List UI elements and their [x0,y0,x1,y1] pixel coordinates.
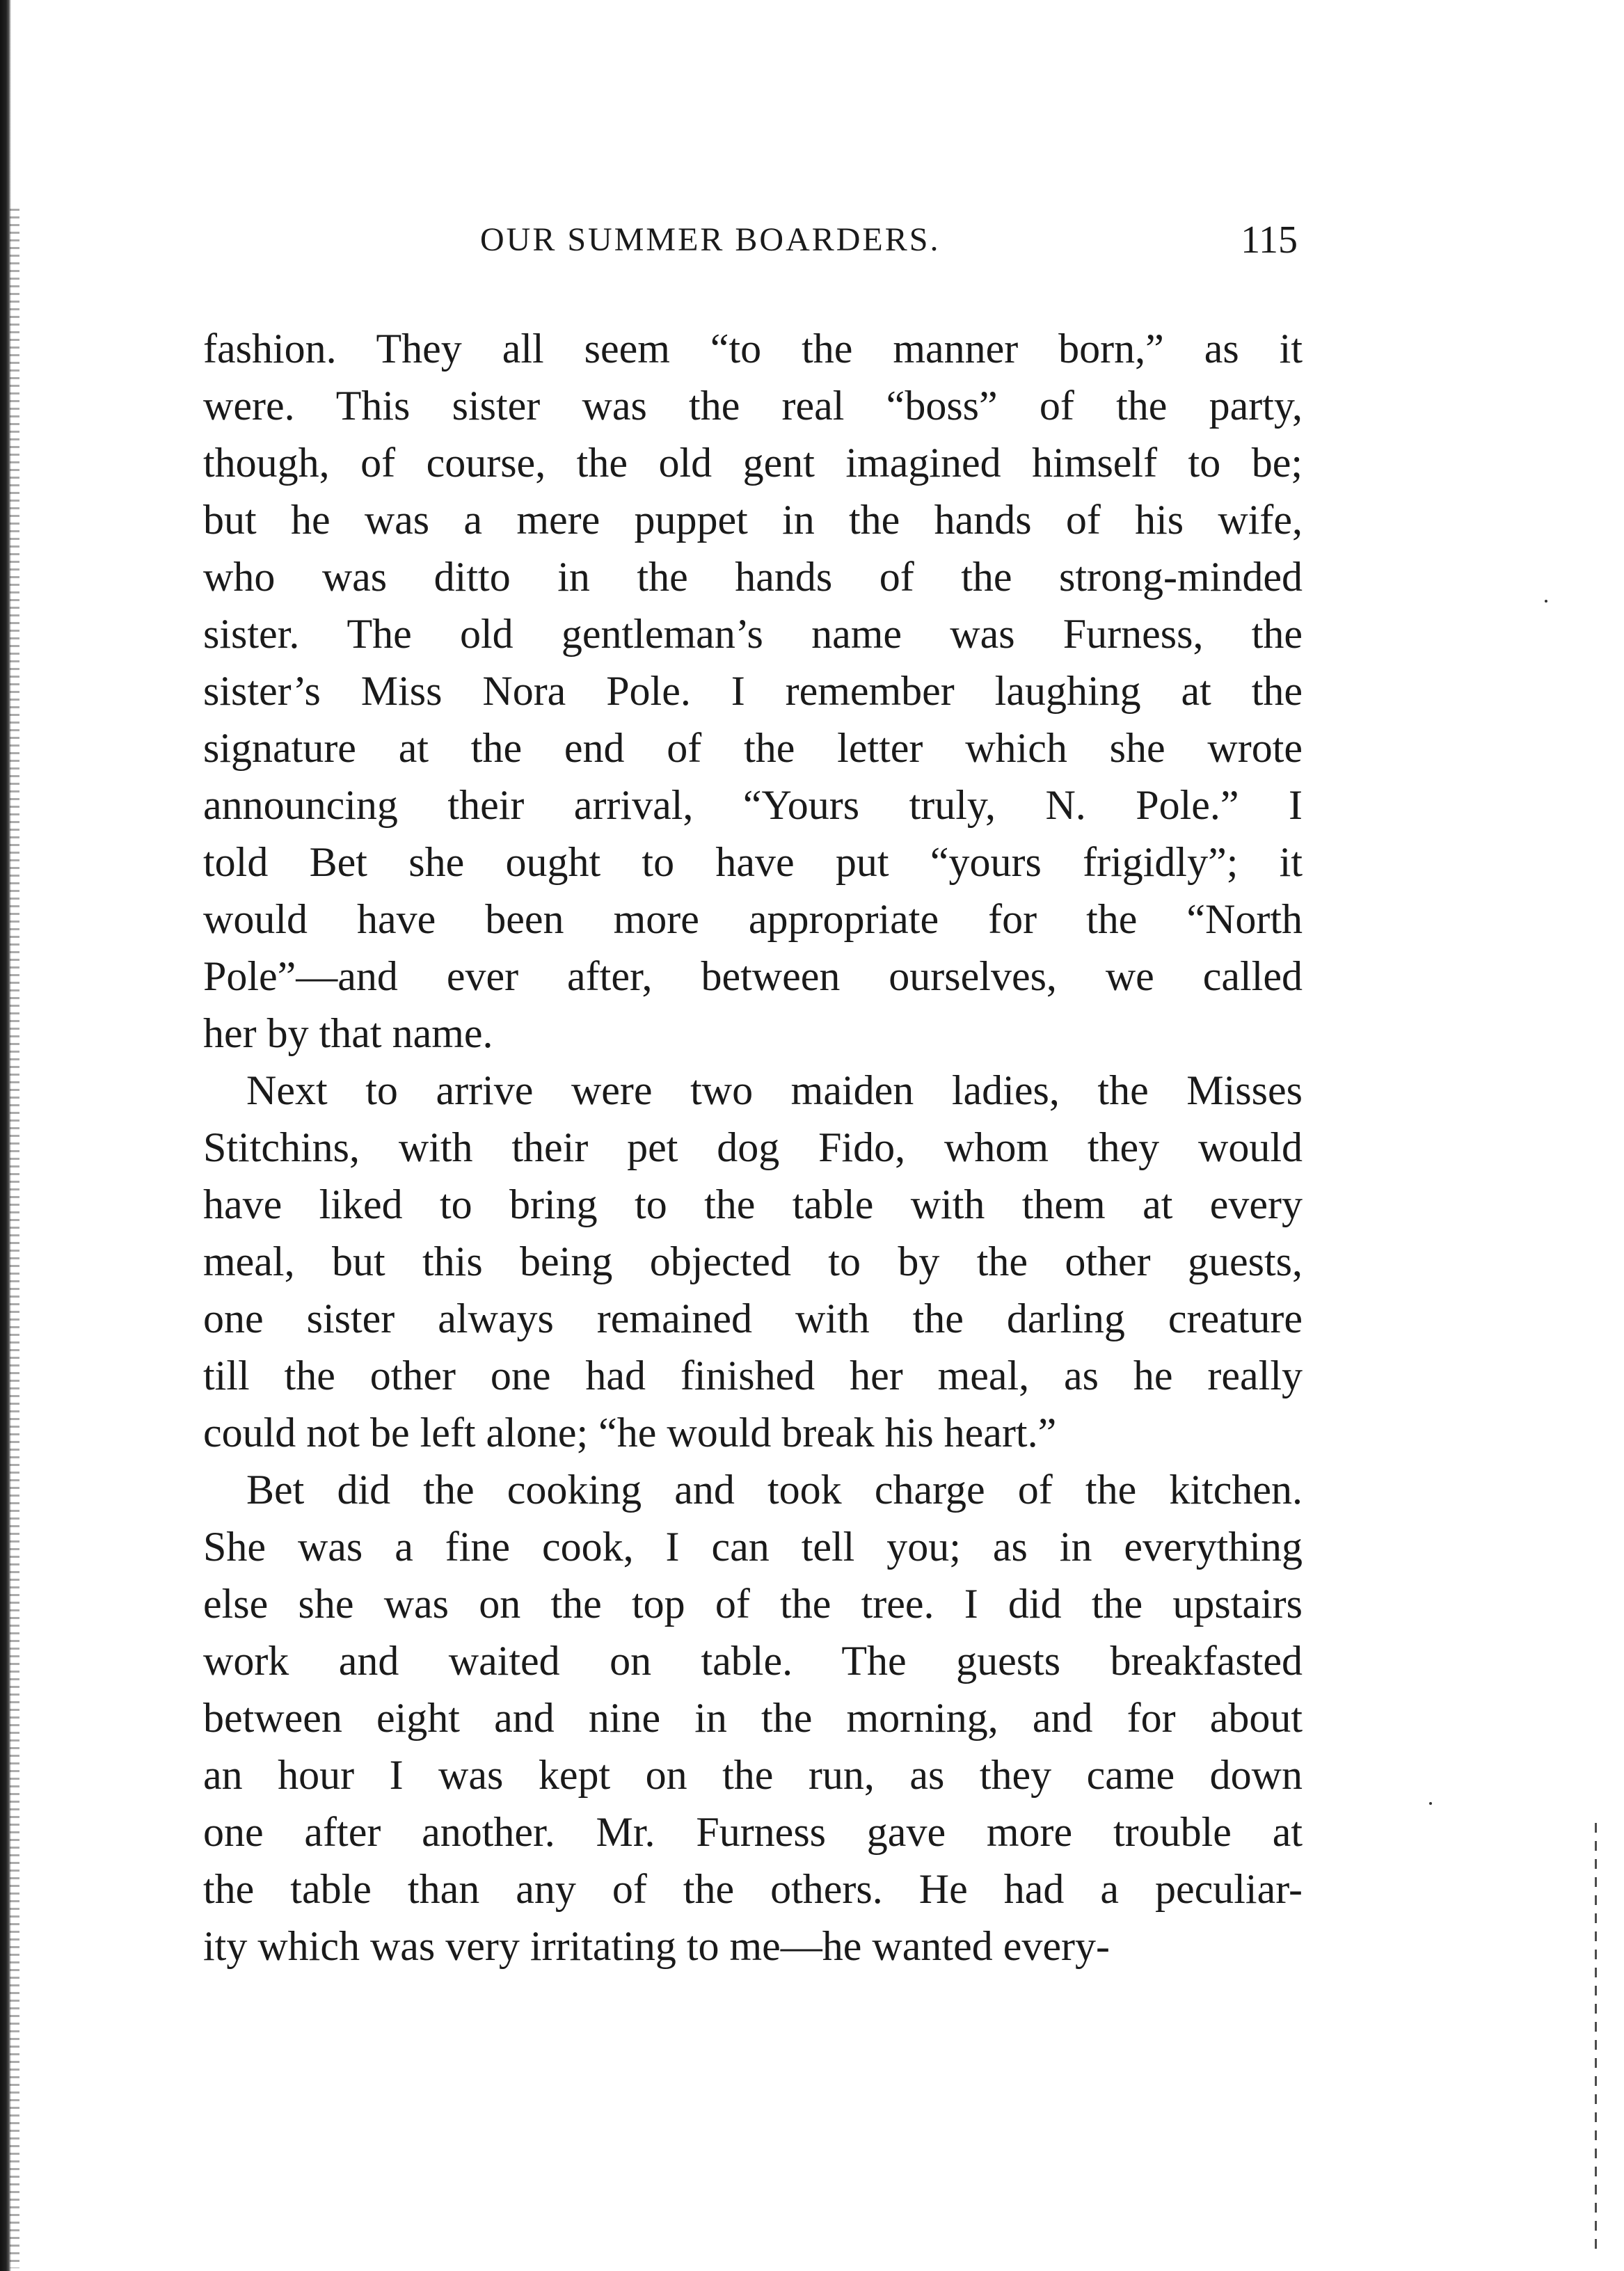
text-line: between eight and nine in the morning, and for about [203,1695,1303,1741]
text-line: fashion. They all seem “to the manner born,” as it [203,326,1303,372]
text-line: work and waited on table. The guests breakfasted [203,1638,1303,1684]
text-line: who was ditto in the hands of the strong-minded [203,554,1303,600]
scan-dust-speck [1429,1802,1432,1805]
text-line: sister. The old gentleman’s name was Furness, the [203,611,1303,657]
body-text [203,320,1303,1975]
text-line: ity which was very irritating to me—he wanted every- [203,1923,1110,1969]
text-line: meal, but this being objected to by the other guests, [203,1238,1303,1284]
scan-artifact-mark [1595,1823,1597,2254]
text-line: Bet did the cooking and took charge of the kitchen. [246,1467,1303,1513]
text-line: one after another. Mr. Furness gave more trouble at [203,1809,1303,1855]
running-head [480,212,1298,268]
text-line: told Bet she ought to have put “yours frigidly”; it [203,839,1303,885]
text-line: one sister always remained with the darling creature [203,1296,1303,1341]
binding-shadow-speckle [10,209,19,2268]
text-line: signature at the end of the letter which she wrote [203,725,1303,771]
text-line: the table than any of the others. He had a peculiar- [203,1866,1303,1912]
text-line: sister’s Miss Nora Pole. I remember laughing at the [203,668,1303,714]
text-line: an hour I was kept on the run, as they came down [203,1752,1303,1798]
page-number: 115 [1241,218,1298,262]
text-line: though, of course, the old gent imagined himself to be; [203,440,1303,486]
running-title: OUR SUMMER BOARDERS. [480,221,941,258]
text-line: Stitchins, with their pet dog Fido, whom they would [203,1124,1303,1170]
paragraph-2 [203,1062,1303,1461]
text-line: could not be left alone; “he would break his heart.” [203,1410,1057,1456]
text-line: Next to arrive were two maiden ladies, the Misses [246,1067,1303,1113]
paragraph-3 [203,1461,1303,1975]
scan-dust-speck [1545,600,1547,603]
text-line: else she was on the top of the tree. I did the upstairs [203,1581,1303,1627]
text-line: announcing their arrival, “Yours truly, N. Pole.” I [203,782,1303,828]
text-line: would have been more appropriate for the “North [203,896,1303,942]
text-line: have liked to bring to the table with them at every [203,1181,1303,1227]
text-line: but he was a mere puppet in the hands of his wife, [203,497,1303,543]
text-line: till the other one had finished her meal, as he really [203,1353,1303,1399]
text-line: her by that name. [203,1010,493,1056]
text-line: were. This sister was the real “boss” of the party, [203,383,1303,429]
text-line: Pole”—and ever after, between ourselves, we called [203,953,1303,999]
paragraph-1 [203,320,1303,1062]
text-line: She was a fine cook, I can tell you; as in everything [203,1524,1303,1570]
